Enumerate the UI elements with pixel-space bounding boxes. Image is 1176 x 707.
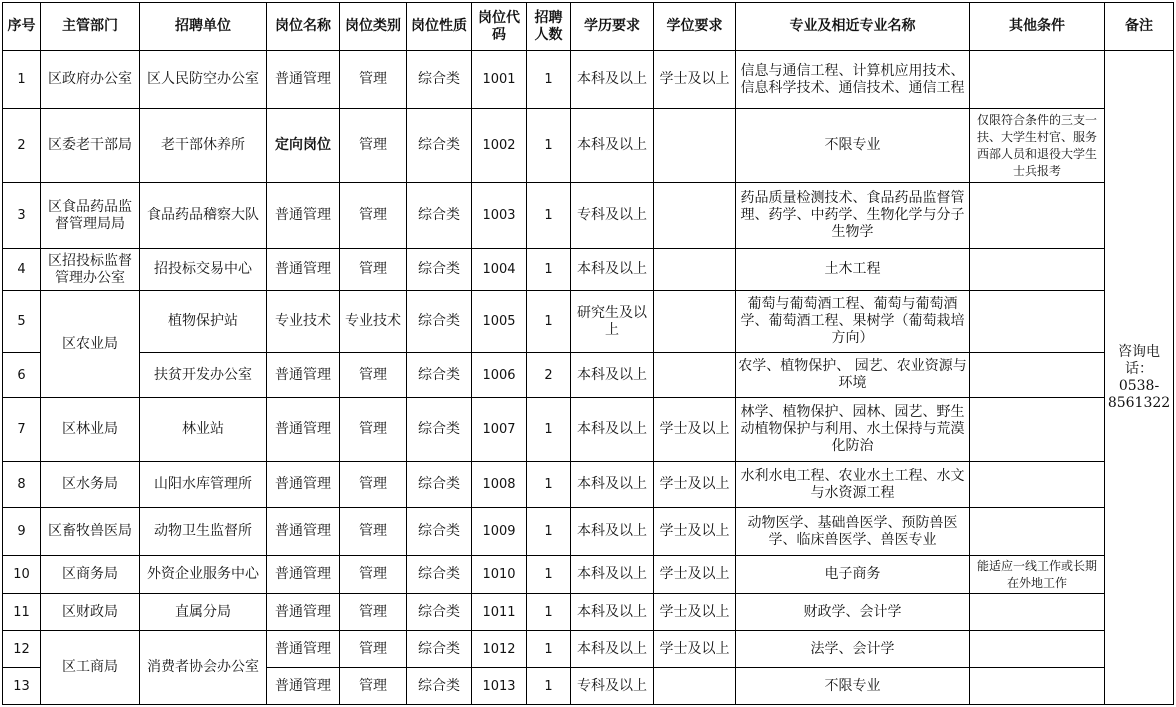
cell-other <box>970 462 1105 508</box>
cell-post-nature: 综合类 <box>407 462 472 508</box>
cell-post-nature: 综合类 <box>407 109 472 183</box>
cell-post-type: 管理 <box>340 183 407 249</box>
cell-seq: 3 <box>3 183 41 249</box>
cell-degree: 学士及以上 <box>654 462 736 508</box>
cell-count: 1 <box>527 51 571 109</box>
cell-dept: 区水务局 <box>41 462 140 508</box>
cell-post-nature: 综合类 <box>407 668 472 705</box>
cell-degree: 学士及以上 <box>654 556 736 594</box>
cell-edu: 本科及以上 <box>571 594 654 631</box>
cell-count: 1 <box>527 109 571 183</box>
cell-seq: 5 <box>3 291 41 353</box>
cell-post-code: 1008 <box>472 462 527 508</box>
cell-post-name: 普通管理 <box>267 398 340 462</box>
cell-post-code: 1004 <box>472 249 527 291</box>
cell-post-name: 专业技术 <box>267 291 340 353</box>
cell-dept: 区畜牧兽医局 <box>41 508 140 556</box>
cell-major: 农学、植物保护、 园艺、农业资源与环境 <box>736 353 970 398</box>
cell-post-type: 管理 <box>340 51 407 109</box>
cell-degree: 学士及以上 <box>654 631 736 668</box>
cell-edu: 本科及以上 <box>571 353 654 398</box>
header-post-type: 岗位类别 <box>340 3 407 51</box>
header-major: 专业及相近专业名称 <box>736 3 970 51</box>
cell-unit: 招投标交易中心 <box>140 249 267 291</box>
header-other: 其他条件 <box>970 3 1105 51</box>
cell-post-type: 管理 <box>340 508 407 556</box>
cell-seq: 8 <box>3 462 41 508</box>
cell-major: 电子商务 <box>736 556 970 594</box>
header-row <box>3 3 1174 51</box>
cell-post-nature: 综合类 <box>407 291 472 353</box>
cell-other: 能适应一线工作或长期在外地工作 <box>970 556 1105 594</box>
table-row <box>3 594 1174 631</box>
cell-major: 法学、会计学 <box>736 631 970 668</box>
cell-major: 土木工程 <box>736 249 970 291</box>
cell-post-name: 定向岗位 <box>267 109 340 183</box>
cell-other <box>970 508 1105 556</box>
cell-post-type: 管理 <box>340 398 407 462</box>
cell-post-type: 专业技术 <box>340 291 407 353</box>
cell-post-type: 管理 <box>340 556 407 594</box>
cell-count: 1 <box>527 594 571 631</box>
cell-post-name: 普通管理 <box>267 249 340 291</box>
cell-dept: 区财政局 <box>41 594 140 631</box>
cell-post-nature: 综合类 <box>407 556 472 594</box>
header-dept: 主管部门 <box>41 3 140 51</box>
cell-post-code: 1006 <box>472 353 527 398</box>
cell-post-nature: 综合类 <box>407 51 472 109</box>
table-row <box>3 398 1174 462</box>
cell-post-type: 管理 <box>340 249 407 291</box>
cell-major: 林学、植物保护、园林、园艺、野生动植物保护与利用、水土保持与荒漠化防治 <box>736 398 970 462</box>
table-row <box>3 462 1174 508</box>
cell-edu: 本科及以上 <box>571 631 654 668</box>
recruitment-table <box>2 2 1174 705</box>
cell-unit: 植物保护站 <box>140 291 267 353</box>
cell-unit: 林业站 <box>140 398 267 462</box>
cell-post-type: 管理 <box>340 109 407 183</box>
cell-other <box>970 51 1105 109</box>
cell-degree: 学士及以上 <box>654 398 736 462</box>
table-row <box>3 556 1174 594</box>
cell-post-nature: 综合类 <box>407 183 472 249</box>
cell-post-code: 1005 <box>472 291 527 353</box>
header-post-code: 岗位代码 <box>472 3 527 51</box>
cell-count: 1 <box>527 249 571 291</box>
cell-dept: 区林业局 <box>41 398 140 462</box>
cell-other <box>970 291 1105 353</box>
cell-edu: 专科及以上 <box>571 668 654 705</box>
cell-post-nature: 综合类 <box>407 398 472 462</box>
cell-count: 1 <box>527 398 571 462</box>
cell-count: 2 <box>527 353 571 398</box>
cell-edu: 本科及以上 <box>571 109 654 183</box>
cell-post-nature: 综合类 <box>407 249 472 291</box>
cell-degree <box>654 249 736 291</box>
cell-other <box>970 249 1105 291</box>
cell-post-name: 普通管理 <box>267 594 340 631</box>
table-row <box>3 249 1174 291</box>
cell-dept: 区农业局 <box>41 291 140 398</box>
cell-unit: 山阳水库管理所 <box>140 462 267 508</box>
cell-unit: 食品药品稽察大队 <box>140 183 267 249</box>
cell-other <box>970 631 1105 668</box>
cell-post-code: 1013 <box>472 668 527 705</box>
table-row <box>3 631 1174 668</box>
cell-seq: 1 <box>3 51 41 109</box>
header-degree: 学位要求 <box>654 3 736 51</box>
cell-seq: 10 <box>3 556 41 594</box>
cell-post-name: 普通管理 <box>267 51 340 109</box>
cell-edu: 本科及以上 <box>571 51 654 109</box>
cell-major: 财政学、会计学 <box>736 594 970 631</box>
cell-unit: 外资企业服务中心 <box>140 556 267 594</box>
header-count: 招聘人数 <box>527 3 571 51</box>
cell-dept: 区商务局 <box>41 556 140 594</box>
cell-major: 信息与通信工程、计算机应用技术、信息科学技术、通信技术、通信工程 <box>736 51 970 109</box>
cell-other <box>970 183 1105 249</box>
cell-seq: 12 <box>3 631 41 668</box>
cell-count: 1 <box>527 183 571 249</box>
cell-edu: 本科及以上 <box>571 508 654 556</box>
cell-post-name: 普通管理 <box>267 668 340 705</box>
cell-post-nature: 综合类 <box>407 353 472 398</box>
cell-edu: 本科及以上 <box>571 398 654 462</box>
cell-post-name: 普通管理 <box>267 462 340 508</box>
header-seq: 序号 <box>3 3 41 51</box>
cell-edu: 本科及以上 <box>571 249 654 291</box>
cell-degree <box>654 109 736 183</box>
cell-post-name: 普通管理 <box>267 631 340 668</box>
cell-post-code: 1001 <box>472 51 527 109</box>
cell-post-code: 1009 <box>472 508 527 556</box>
cell-major: 不限专业 <box>736 109 970 183</box>
cell-degree <box>654 183 736 249</box>
cell-count: 1 <box>527 291 571 353</box>
cell-other <box>970 398 1105 462</box>
cell-degree: 学士及以上 <box>654 594 736 631</box>
cell-unit: 消费者协会办公室 <box>140 631 267 705</box>
cell-post-name: 普通管理 <box>267 508 340 556</box>
cell-count: 1 <box>527 462 571 508</box>
cell-post-type: 管理 <box>340 594 407 631</box>
cell-unit: 扶贫开发办公室 <box>140 353 267 398</box>
table-row <box>3 508 1174 556</box>
cell-seq: 9 <box>3 508 41 556</box>
header-post-nature: 岗位性质 <box>407 3 472 51</box>
cell-post-code: 1003 <box>472 183 527 249</box>
cell-count: 1 <box>527 556 571 594</box>
cell-post-name: 普通管理 <box>267 183 340 249</box>
cell-unit: 区人民防空办公室 <box>140 51 267 109</box>
cell-post-nature: 综合类 <box>407 631 472 668</box>
cell-seq: 4 <box>3 249 41 291</box>
cell-count: 1 <box>527 631 571 668</box>
cell-remark: 咨询电话：0538-8561322 <box>1105 51 1174 705</box>
cell-post-type: 管理 <box>340 353 407 398</box>
cell-major: 动物医学、基础兽医学、预防兽医学、临床兽医学、兽医专业 <box>736 508 970 556</box>
table-row <box>3 183 1174 249</box>
cell-post-nature: 综合类 <box>407 508 472 556</box>
cell-post-nature: 综合类 <box>407 594 472 631</box>
cell-post-code: 1011 <box>472 594 527 631</box>
cell-major: 水利水电工程、农业水土工程、水文与水资源工程 <box>736 462 970 508</box>
cell-other <box>970 353 1105 398</box>
cell-post-name: 普通管理 <box>267 353 340 398</box>
cell-degree <box>654 668 736 705</box>
header-remark: 备注 <box>1105 3 1174 51</box>
table-row <box>3 353 1174 398</box>
cell-other: 仅限符合条件的三支一扶、大学生村官、服务西部人员和退役大学生士兵报考 <box>970 109 1105 183</box>
cell-dept: 区招投标监督管理办公室 <box>41 249 140 291</box>
cell-post-type: 管理 <box>340 631 407 668</box>
cell-dept: 区委老干部局 <box>41 109 140 183</box>
cell-seq: 13 <box>3 668 41 705</box>
cell-seq: 6 <box>3 353 41 398</box>
cell-edu: 专科及以上 <box>571 183 654 249</box>
cell-other <box>970 594 1105 631</box>
header-edu: 学历要求 <box>571 3 654 51</box>
cell-post-code: 1007 <box>472 398 527 462</box>
cell-count: 1 <box>527 508 571 556</box>
cell-major: 不限专业 <box>736 668 970 705</box>
cell-other <box>970 668 1105 705</box>
cell-seq: 2 <box>3 109 41 183</box>
cell-seq: 11 <box>3 594 41 631</box>
cell-degree: 学士及以上 <box>654 508 736 556</box>
cell-edu: 本科及以上 <box>571 556 654 594</box>
table-row <box>3 291 1174 353</box>
cell-post-name: 普通管理 <box>267 556 340 594</box>
cell-post-code: 1002 <box>472 109 527 183</box>
cell-degree <box>654 291 736 353</box>
cell-unit: 直属分局 <box>140 594 267 631</box>
cell-major: 药品质量检测技术、食品药品监督管理、药学、中药学、生物化学与分子生物学 <box>736 183 970 249</box>
cell-degree: 学士及以上 <box>654 51 736 109</box>
table-row <box>3 51 1174 109</box>
cell-post-type: 管理 <box>340 462 407 508</box>
cell-seq: 7 <box>3 398 41 462</box>
cell-unit: 动物卫生监督所 <box>140 508 267 556</box>
cell-post-type: 管理 <box>340 668 407 705</box>
cell-dept: 区食品药品监督管理局局 <box>41 183 140 249</box>
cell-dept: 区政府办公室 <box>41 51 140 109</box>
cell-post-code: 1012 <box>472 631 527 668</box>
cell-unit: 老干部休养所 <box>140 109 267 183</box>
cell-edu: 本科及以上 <box>571 462 654 508</box>
cell-degree <box>654 353 736 398</box>
table-row <box>3 109 1174 183</box>
header-unit: 招聘单位 <box>140 3 267 51</box>
header-post-name: 岗位名称 <box>267 3 340 51</box>
cell-post-code: 1010 <box>472 556 527 594</box>
cell-major: 葡萄与葡萄酒工程、葡萄与葡萄酒学、葡萄酒工程、果树学（葡萄栽培方向） <box>736 291 970 353</box>
cell-dept: 区工商局 <box>41 631 140 705</box>
cell-edu: 研究生及以上 <box>571 291 654 353</box>
cell-count: 1 <box>527 668 571 705</box>
